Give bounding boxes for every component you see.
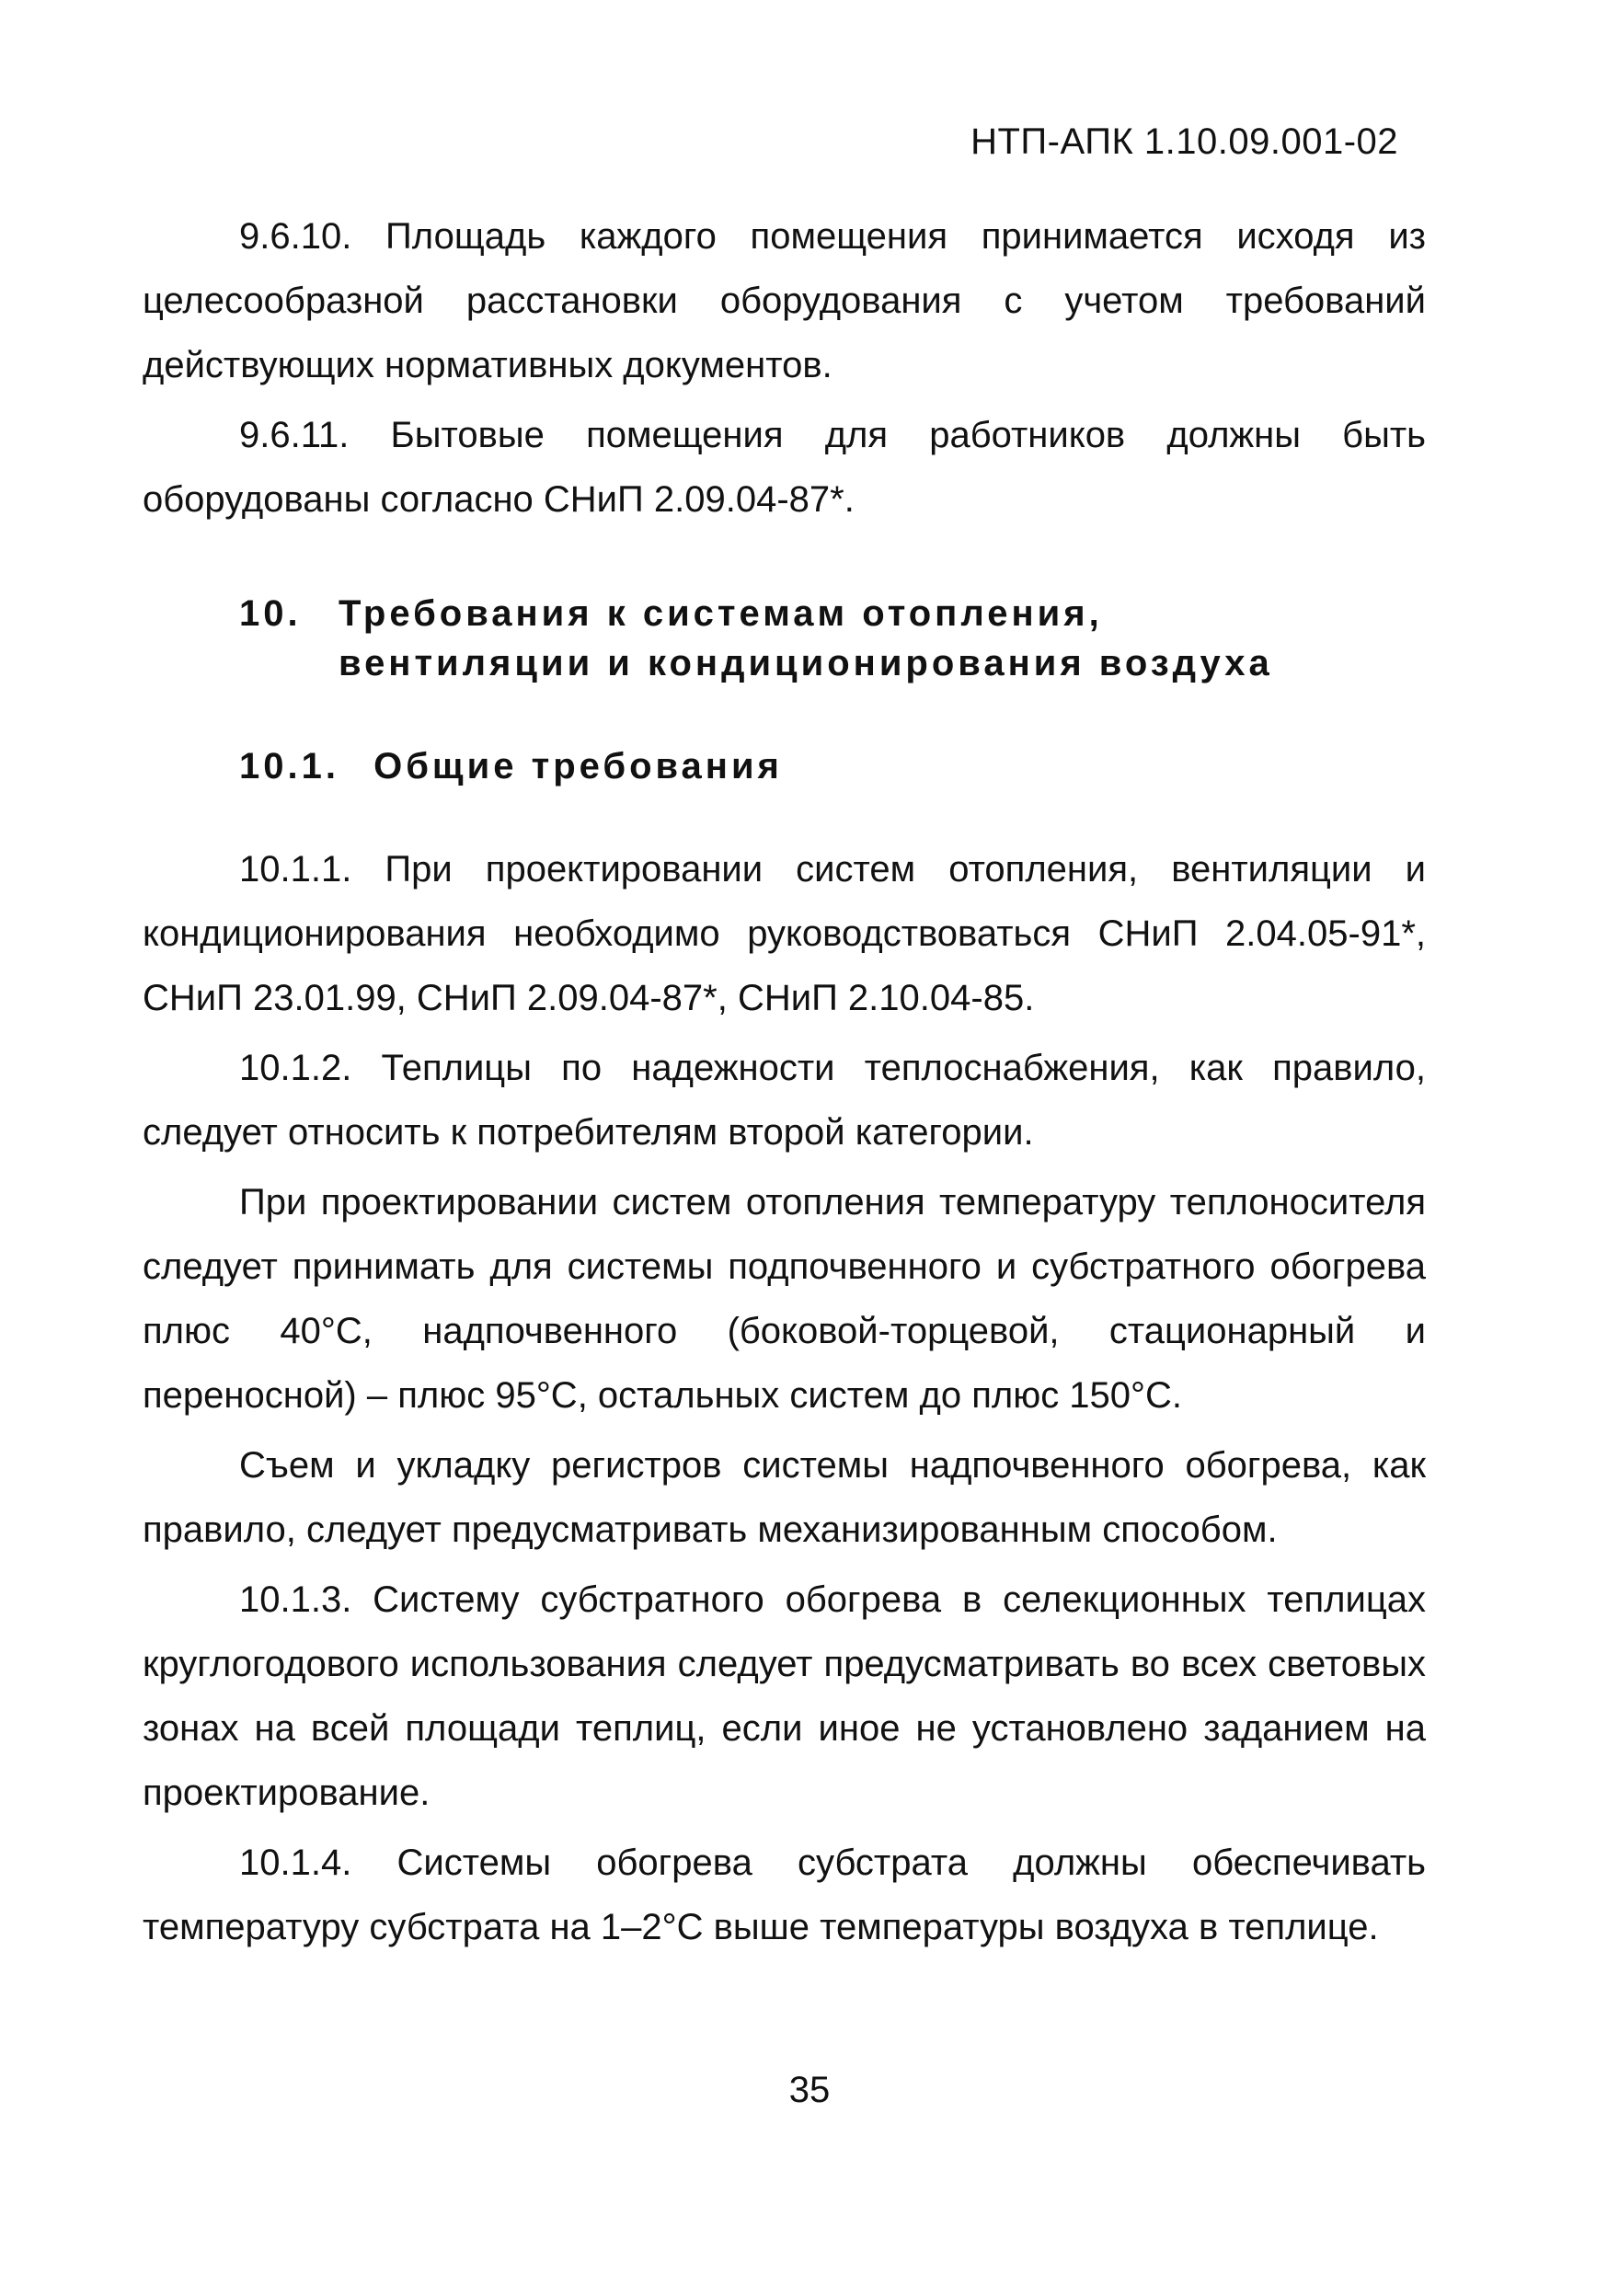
section-title-line-2: вентиляции и кондиционирования воздуха	[339, 643, 1273, 683]
paragraph-register-removal: Съем и укладку регистров системы надпочвенного обогрева, как правило, следует предусматривать механизированным способом.	[143, 1445, 1426, 1550]
subsection-heading-10-1	[239, 741, 1426, 791]
paragraph-10-1-4: 10.1.4. Системы обогрева субстрата должны обеспечивать температуру субстрата на 1–2°С выше температуры воздуха в теплице.	[143, 1843, 1426, 1947]
section-title-line-1: Требования к системам отопления,	[339, 593, 1103, 634]
subsection-number: 10.1.	[239, 746, 339, 786]
paragraph-9-6-10: 9.6.10. Площадь каждого помещения принимается исходя из целесообразной расстановки оборудования с учетом требований действующих нормативных документов.	[143, 216, 1426, 385]
paragraph-9-6-11: 9.6.11. Бытовые помещения для работников должны быть оборудованы согласно СНиП 2.09.04-87*.	[143, 415, 1426, 520]
paragraph-10-1-3: 10.1.3. Систему субстратного обогрева в селекционных теплицах круглогодового использования следует предусматривать во всех световых зонах на всей площади теплиц, если иное не установлено заданием на проектирование.	[143, 1579, 1426, 1813]
document-code: НТП-АПК 1.10.09.001-02	[970, 121, 1398, 162]
paragraph-10-1-1: 10.1.1. При проектировании систем отопления, вентиляции и кондиционирования необходимо руководствоваться СНиП 2.04.05-91*, СНиП 23.01.99, СНиП 2.09.04-87*, СНиП 2.10.04-85.	[143, 849, 1426, 1018]
paragraph-10-1-2: 10.1.2. Теплицы по надежности теплоснабжения, как правило, следует относить к потребителям второй категории.	[143, 1048, 1426, 1153]
subsection-title: Общие требования	[373, 746, 783, 786]
document-body	[143, 204, 1426, 1965]
page-number: 35	[788, 2070, 831, 2110]
section-number: 10.	[239, 593, 302, 634]
paragraph-heating-temperature: При проектировании систем отопления температуру теплоносителя следует принимать для системы подпочвенного и субстратного обогрева плюс 40°С, надпочвенного (боковой-торцевой, стационарный и переносной) – плюс 95°С, остальных систем до плюс 150°С.	[143, 1182, 1426, 1416]
section-heading-10	[143, 589, 1426, 688]
